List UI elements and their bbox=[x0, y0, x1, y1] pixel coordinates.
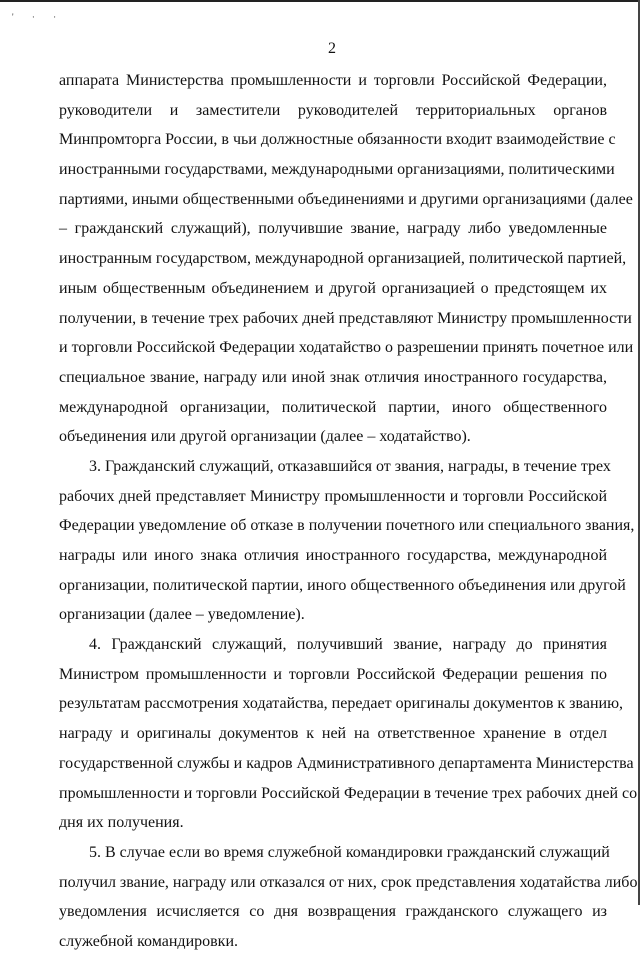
paragraph bbox=[59, 838, 638, 957]
text-line: служебной командировки. bbox=[59, 932, 239, 950]
text-line: руководители и заместители руководителей территориальных органов bbox=[59, 101, 607, 119]
text-line: 4. Гражданский служащий, получивший звание, награду до принятия bbox=[89, 636, 607, 654]
text-line: – гражданский служащий), получившие звание, награду либо уведомленные bbox=[59, 220, 607, 238]
text-line: получении, в течение трех рабочих дней представляют Министру промышленности bbox=[59, 309, 632, 327]
text-line: государственной службы и кадров Административного департамента Министерства bbox=[59, 754, 634, 772]
text-line: Минпромторга России, в чьи должностные обязанности входит взаимодействие с bbox=[59, 131, 616, 149]
text-line: организации (далее – уведомление). bbox=[59, 606, 305, 624]
text-line: награды или иного знака отличия иностранного государства, международной bbox=[59, 547, 607, 564]
text-line: получил звание, награду или отказался от них, срок представления ходатайства либо bbox=[59, 873, 638, 891]
text-line: промышленности и торговли Российской Федерации в течение трех рабочих дней со bbox=[59, 784, 638, 802]
text-line: награду и оригиналы документов к ней на ответственное хранение в отдел bbox=[59, 725, 607, 743]
text-line: аппарата Министерства промышленности и торговли Российской Федерации, bbox=[59, 72, 607, 89]
text-line: Федерации уведомление об отказе в получении почетного или специального звания, bbox=[59, 517, 635, 535]
text-line: партиями, иными общественными объединениями и другими организациями (далее bbox=[59, 190, 633, 208]
text-line: Министром промышленности и торговли Российской Федерации решения по bbox=[59, 665, 607, 683]
paragraph bbox=[59, 452, 635, 630]
text-line: 3. Гражданский служащий, отказавшийся от звания, награды, в течение трех bbox=[89, 457, 611, 475]
text-line: 5. В случае если во время служебной командировки гражданский служащий bbox=[89, 843, 610, 861]
text-line: организации, политической партии, иного общественного объединения или другой bbox=[59, 576, 626, 594]
text-line: и торговли Российской Федерации ходатайство о разрешении принять почетное или bbox=[59, 339, 634, 357]
document-body bbox=[59, 66, 638, 957]
text-line: иным общественным объединением и другой организацией о предстоящем их bbox=[59, 279, 607, 297]
text-line: международной организации, политической партии, иного общественного bbox=[59, 398, 607, 416]
scan-border-top bbox=[0, 0, 640, 2]
text-line: объединения или другой организации (далее – ходатайство). bbox=[59, 428, 471, 446]
text-line: иностранными государствами, международными организациями, политическими bbox=[59, 161, 615, 179]
text-line: уведомления исчисляется со дня возвращения гражданского служащего из bbox=[59, 903, 607, 921]
scan-marks: ' · · bbox=[12, 12, 65, 22]
text-line: рабочих дней представляет Министру промышленности и торговли Российской bbox=[59, 487, 607, 505]
paragraph bbox=[59, 630, 638, 838]
text-line: иностранным государством, международной организацией, политической партией, bbox=[59, 250, 627, 268]
text-line: результатам рассмотрения ходатайства, передает оригиналы документов к званию, bbox=[59, 695, 624, 713]
paragraph bbox=[59, 66, 634, 452]
text-line: дня их получения. bbox=[59, 814, 184, 832]
page-number: 2 bbox=[328, 40, 336, 57]
text-line: специальное звание, награду или иной знак отличия иностранного государства, bbox=[59, 368, 607, 386]
